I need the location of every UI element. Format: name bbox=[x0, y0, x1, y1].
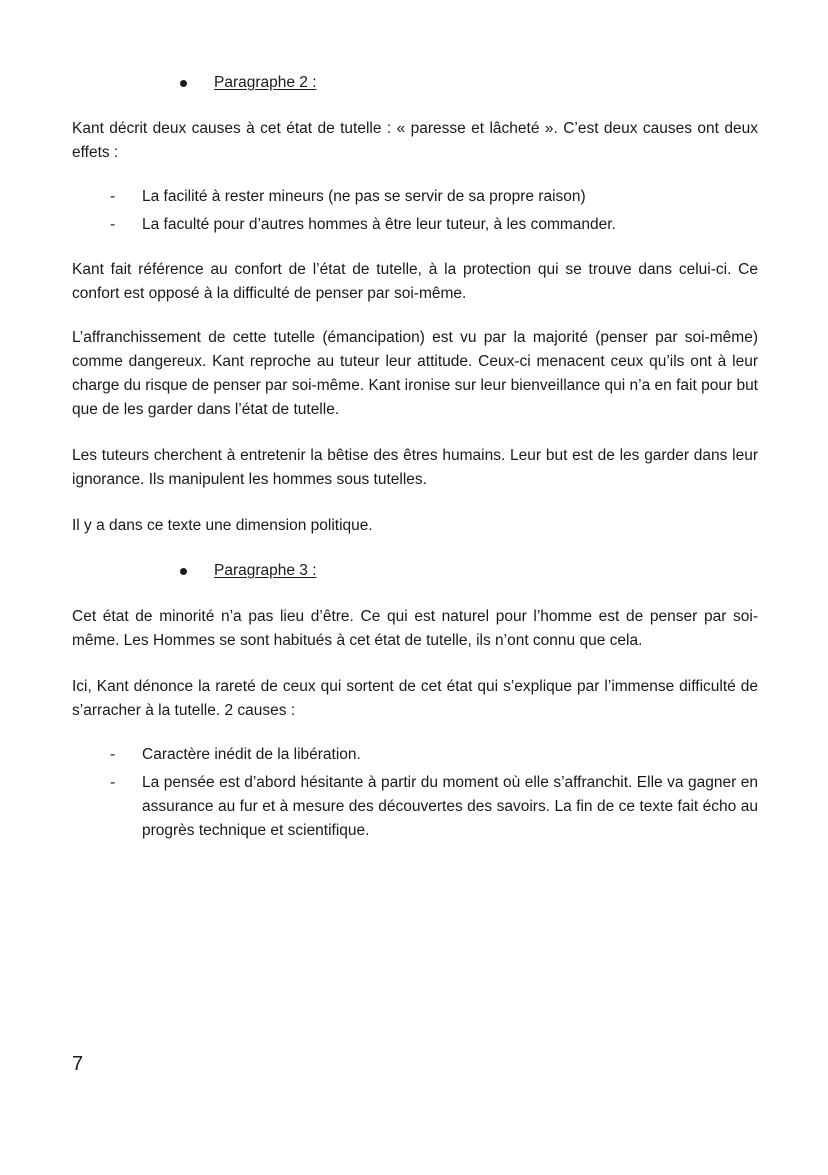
list-item-text: La faculté pour d’autres hommes à être leur tuteur, à les commander. bbox=[142, 216, 616, 233]
paragraph: Cet état de minorité n’a pas lieu d’être. Ce qui est naturel pour l’homme est de penser par soi-même. Les Hommes se sont habitués à cet état de tutelle, ils n’ont connu que cela. bbox=[72, 608, 758, 649]
section-heading-paragraphe-2 bbox=[180, 72, 317, 94]
causes-list bbox=[72, 743, 758, 847]
dash-marker: - bbox=[110, 774, 116, 791]
dash-marker: - bbox=[110, 746, 116, 763]
bullet-icon bbox=[180, 568, 187, 575]
section-heading-label: Paragraphe 2 : bbox=[214, 74, 317, 91]
dash-marker: - bbox=[110, 188, 116, 205]
list-item bbox=[72, 213, 758, 237]
list-item bbox=[72, 771, 758, 843]
list-item bbox=[72, 743, 758, 767]
page-number: 7 bbox=[72, 1053, 84, 1075]
section-heading-label: Paragraphe 3 : bbox=[214, 562, 317, 579]
paragraph: L’affranchissement de cette tutelle (émancipation) est vu par la majorité (penser par soi-même) comme dangereux. Kant reproche au tuteur leur attitude. Ceux-ci menacent ceux qu’ils ont à leur charge du risque de penser par soi-même. Kant ironise sur leur bienveillance qui n’a en fait pour but que de les garder dans l’état de tutelle. bbox=[72, 329, 758, 418]
paragraph: Il y a dans ce texte une dimension politique. bbox=[72, 517, 373, 534]
list-item bbox=[72, 185, 758, 209]
list-item-text: Caractère inédit de la libération. bbox=[142, 746, 361, 763]
paragraph: Les tuteurs cherchent à entretenir la bêtise des êtres humains. Leur but est de les garder dans leur ignorance. Ils manipulent les hommes sous tutelles. bbox=[72, 447, 758, 488]
paragraph: Kant fait référence au confort de l’état de tutelle, à la protection qui se trouve dans celui-ci. Ce confort est opposé à la difficulté de penser par soi-même. bbox=[72, 261, 758, 302]
paragraph: Kant décrit deux causes à cet état de tutelle : « paresse et lâcheté ». C’est deux causes ont deux effets : bbox=[72, 120, 758, 161]
list-item-text: La pensée est d’abord hésitante à partir du moment où elle s’affranchit. Elle va gagner en assurance au fur et à mesure des découvertes des savoirs. La fin de ce texte fait écho au progrès technique et scientifique. bbox=[142, 774, 758, 839]
dash-marker: - bbox=[110, 216, 116, 233]
effects-list bbox=[72, 185, 758, 241]
section-heading-paragraphe-3 bbox=[180, 560, 317, 582]
bullet-icon bbox=[180, 80, 187, 87]
list-item-text: La facilité à rester mineurs (ne pas se servir de sa propre raison) bbox=[142, 188, 586, 205]
paragraph: Ici, Kant dénonce la rareté de ceux qui sortent de cet état qui s’explique par l’immense difficulté de s’arracher à la tutelle. 2 causes : bbox=[72, 678, 758, 719]
